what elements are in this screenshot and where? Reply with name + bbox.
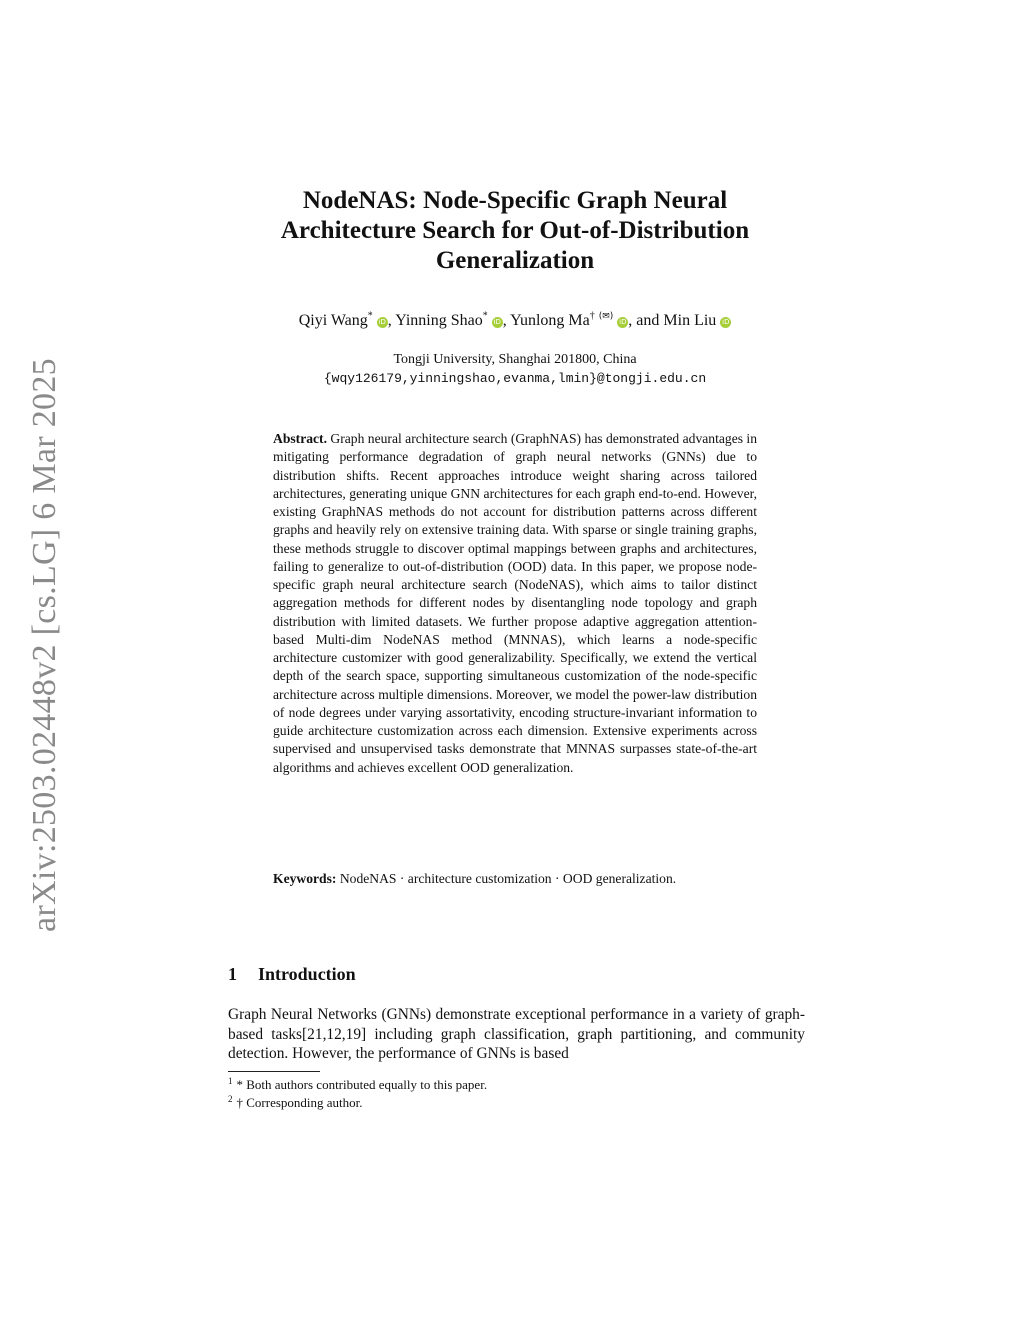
affiliation-block xyxy=(200,350,830,388)
abstract xyxy=(273,430,757,777)
keywords-label: Keywords: xyxy=(273,871,337,886)
abstract-label: Abstract. xyxy=(273,431,327,446)
email-addresses[interactable]: {wqy126179,yinningshao,evanma,lmin}@tongji.edu.cn xyxy=(323,371,707,386)
footnote-rule xyxy=(228,1071,320,1072)
orcid-icon[interactable]: iD xyxy=(722,318,730,326)
author-name: Yunlong Ma xyxy=(510,312,590,329)
author-separator: , xyxy=(387,312,396,329)
footnote xyxy=(228,1076,805,1094)
footnotes xyxy=(228,1076,805,1112)
footnote-number: 2 xyxy=(228,1093,233,1104)
section-title: Introduction xyxy=(258,964,356,984)
author-mark: † xyxy=(589,310,595,322)
section-number: 1 xyxy=(228,964,237,984)
keywords xyxy=(273,870,757,888)
author-name: Min Liu xyxy=(663,312,717,329)
abstract-text: Graph neural architecture search (GraphNAS) has demonstrated advantages in mitigating performance degradation of graph neural networks (GNNs) due to distribution shifts. Recent approaches introduce weight sharing across tailored architectures, generating unique GNN architectures for each graph end-to-end. However, existing GraphNAS methods do not account for distribution patterns across different graphs and heavily rely on extensive training data. With sparse or single training graphs, these methods struggle to discover optimal mappings between graphs and architectures, failing to generalize to out-of-distribution (OOD) data. In this paper, we propose node-specific graph neural architecture search (NodeNAS), which aims to tailor distinct aggregation methods for different nodes by disentangling node topology and graph distribution with limited datasets. We further propose adaptive aggregation attention-based Multi-dim NodeNAS method (MNNAS), which learns a node-specific architecture customizer with good generalizability. Specifically, we extend the vertical depth of the search space, supporting simultaneous customization of the node-specific architecture across multiple dimensions. Moreover, we model the power-law distribution of node degrees under varying assortativity, encoding structure-invariant information to guide architecture customization across each dimension. Extensive experiments across supervised and unsupervised tasks demonstrate that MNNAS surpasses state-of-the-art algorithms and achieves excellent OOD generalization. xyxy=(273,431,757,775)
author-name: Qiyi Wang xyxy=(298,312,368,329)
footnote-text: * Both authors contributed equally to this paper. xyxy=(236,1077,488,1092)
title-line-3: Generalization xyxy=(435,247,595,274)
title-line-1: NodeNAS: Node-Specific Graph Neural xyxy=(302,187,728,214)
envelope-icon: (✉) xyxy=(598,311,614,322)
title-line-2: Architecture Search for Out-of-Distribution xyxy=(280,217,750,244)
author-name: Yinning Shao xyxy=(395,312,483,329)
footnote xyxy=(228,1094,805,1112)
arxiv-sidebar-stamp[interactable]: arXiv:2503.02448v2 [cs.LG] 6 Mar 2025 xyxy=(26,358,63,932)
keywords-text: NodeNAS · architecture customization · OOD generalization. xyxy=(339,871,677,886)
footnote-number: 1 xyxy=(228,1075,233,1086)
author-mark: * xyxy=(367,310,373,322)
institution: Tongji University, Shanghai 201800, China xyxy=(393,352,637,367)
author-separator: , and xyxy=(628,312,664,329)
section-heading xyxy=(228,964,356,985)
paper-title xyxy=(230,186,800,276)
orcid-icon[interactable]: iD xyxy=(493,318,501,326)
orcid-icon[interactable]: iD xyxy=(378,318,386,326)
author-list xyxy=(200,312,830,330)
footnote-text: † Corresponding author. xyxy=(236,1095,363,1110)
author-separator: , xyxy=(502,312,511,329)
orcid-icon[interactable]: iD xyxy=(619,318,627,326)
introduction-paragraph: Graph Neural Networks (GNNs) demonstrate exceptional performance in a variety of graph-based tasks[21,12,19] including graph classification, graph partitioning, and community detection. However, the performance of GNNs is based xyxy=(228,1006,805,1062)
author-mark: * xyxy=(482,310,488,322)
